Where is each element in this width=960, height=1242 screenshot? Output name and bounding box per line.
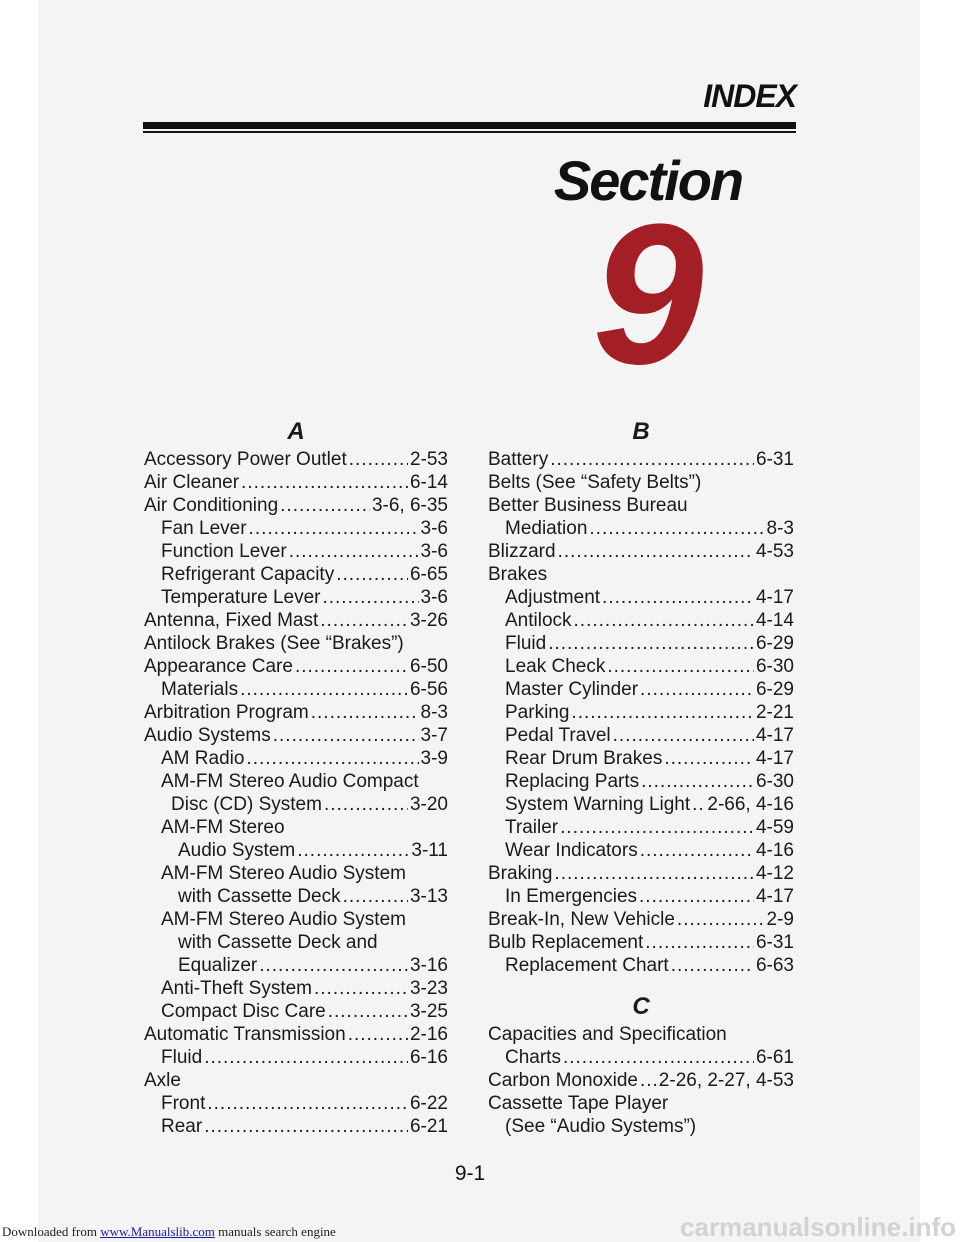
site-watermark: carmanualsonline.info xyxy=(680,1212,956,1242)
index-entry xyxy=(144,724,448,747)
index-entry-label: Cassette Tape Player xyxy=(488,1093,669,1114)
index-entry xyxy=(488,540,794,563)
dot-leader xyxy=(560,816,754,839)
index-entry xyxy=(488,609,794,632)
index-entry-page-ref: 3-9 xyxy=(420,748,448,769)
dot-leader xyxy=(349,448,408,471)
index-entry-page-ref: 2-26, 2-27, 4-53 xyxy=(658,1070,794,1091)
index-entry xyxy=(488,586,794,609)
index-entry-topic: Carbon Monoxide xyxy=(488,1070,638,1091)
index-entry-label: AM-FM Stereo xyxy=(161,817,285,838)
index-entry xyxy=(144,609,448,632)
index-entry xyxy=(488,931,794,954)
section-number: 9 xyxy=(592,183,704,406)
index-entry-label: (See “Audio Systems”) xyxy=(505,1116,697,1137)
index-entry xyxy=(144,655,448,678)
dot-leader xyxy=(273,724,419,747)
index-entry-topic: Front xyxy=(161,1093,206,1114)
index-entry-page-ref: 3-7 xyxy=(420,725,448,746)
index-entry-page-ref: 6-21 xyxy=(409,1116,448,1137)
index-entry-page-ref: 4-17 xyxy=(755,886,794,907)
index-entry-label: Antilock Brakes (See “Brakes”) xyxy=(144,633,404,654)
dot-leader xyxy=(280,494,370,517)
index-entry xyxy=(488,839,794,862)
index-entry-page-ref: 3-25 xyxy=(409,1001,448,1022)
index-entry-topic: Fan Lever xyxy=(161,518,247,539)
index-entry-topic: Function Lever xyxy=(161,541,287,562)
index-entry-page-ref: 4-12 xyxy=(755,863,794,884)
dot-leader xyxy=(295,655,408,678)
index-entry xyxy=(144,1023,448,1046)
dot-leader xyxy=(602,586,754,609)
index-entry-page-ref: 3-6 xyxy=(420,518,448,539)
index-entry xyxy=(488,1069,794,1092)
index-entry xyxy=(488,885,794,908)
index-entry-page-ref: 3-6, 6-35 xyxy=(371,495,448,516)
index-entry xyxy=(488,747,794,770)
dot-leader xyxy=(246,747,418,770)
index-entry-label: Better Business Bureau xyxy=(488,495,688,516)
dot-leader xyxy=(297,839,409,862)
index-entry-topic: Accessory Power Outlet xyxy=(144,449,347,470)
dot-leader xyxy=(607,655,754,678)
header-rule-thin xyxy=(143,131,796,133)
index-entry-topic: Automatic Transmission xyxy=(144,1024,346,1045)
index-entry-topic: Appearance Care xyxy=(144,656,293,677)
index-entry-topic: Leak Check xyxy=(505,656,606,677)
index-entry-page-ref: 2-16 xyxy=(409,1024,448,1045)
index-entry-topic: Blizzard xyxy=(488,541,556,562)
index-entry-topic: Charts xyxy=(505,1047,561,1068)
index-entry-topic: Braking xyxy=(488,863,553,884)
index-entry-page-ref: 6-31 xyxy=(755,932,794,953)
dot-leader xyxy=(240,678,408,701)
dot-leader xyxy=(204,1115,408,1138)
dot-leader xyxy=(554,862,754,885)
index-entry-topic: In Emergencies xyxy=(505,886,638,907)
index-entry-page-ref: 4-17 xyxy=(755,748,794,769)
index-entry-topic: Trailer xyxy=(505,817,559,838)
index-entry xyxy=(144,471,448,494)
index-entry-page-ref: 6-29 xyxy=(755,679,794,700)
index-entry-page-ref: 3-23 xyxy=(409,978,448,999)
dot-leader xyxy=(548,632,754,655)
index-entry-page-ref: 4-16 xyxy=(755,840,794,861)
index-entry-topic: Compact Disc Care xyxy=(161,1001,326,1022)
index-entry-topic: Replacement Chart xyxy=(505,955,669,976)
dot-leader xyxy=(558,540,754,563)
index-entry-page-ref: 2-21 xyxy=(755,702,794,723)
index-entry xyxy=(144,540,448,563)
dot-leader xyxy=(311,701,419,724)
index-entry xyxy=(144,1092,448,1115)
header-rule-thick xyxy=(143,122,796,129)
dot-leader xyxy=(249,517,419,540)
dot-leader xyxy=(336,563,408,586)
index-entry-page-ref: 3-13 xyxy=(409,886,448,907)
index-entry-topic: Mediation xyxy=(505,518,588,539)
index-entry-page-ref: 4-59 xyxy=(755,817,794,838)
index-entry-page-ref: 6-61 xyxy=(755,1047,794,1068)
index-entry-page-ref: 4-53 xyxy=(755,541,794,562)
index-entry-topic: Anti-Theft System xyxy=(161,978,312,999)
index-entry-page-ref: 6-29 xyxy=(755,633,794,654)
index-entry-label: Belts (See “Safety Belts”) xyxy=(488,472,702,493)
dot-leader xyxy=(343,885,408,908)
dot-leader xyxy=(589,517,764,540)
index-entry-page-ref: 3-16 xyxy=(409,955,448,976)
index-entry-label: with Cassette Deck and xyxy=(178,932,378,953)
index-entry xyxy=(488,448,794,471)
index-entry xyxy=(144,1115,448,1138)
dot-leader xyxy=(259,954,408,977)
dot-leader xyxy=(241,471,408,494)
index-entry-topic: Battery xyxy=(488,449,549,470)
index-entry xyxy=(488,770,794,793)
index-entry-topic: Rear xyxy=(161,1116,203,1137)
index-entry-page-ref: 6-30 xyxy=(755,656,794,677)
index-entry-page-ref: 3-6 xyxy=(420,541,448,562)
index-entry-label: AM-FM Stereo Audio System xyxy=(161,909,406,930)
index-entry-page-ref: 6-14 xyxy=(409,472,448,493)
dot-leader xyxy=(314,977,408,1000)
index-entry xyxy=(144,494,448,517)
index-entry-page-ref: 3-11 xyxy=(411,840,448,861)
index-entry-topic: Audio System xyxy=(178,840,296,861)
index-entry xyxy=(144,885,448,908)
index-entry xyxy=(144,1000,448,1023)
index-entry-page-ref: 6-63 xyxy=(755,955,794,976)
index-title: INDEX xyxy=(703,78,796,114)
index-entry xyxy=(488,701,794,724)
dot-leader xyxy=(641,770,754,793)
index-entry xyxy=(144,517,448,540)
index-entry-topic: Temperature Lever xyxy=(161,587,321,608)
index-entry xyxy=(144,1046,448,1069)
index-entry-topic: Parking xyxy=(505,702,570,723)
dot-leader xyxy=(289,540,419,563)
index-entry xyxy=(144,793,448,816)
index-entry-page-ref: 4-17 xyxy=(755,587,794,608)
index-entry-page-ref: 3-20 xyxy=(409,794,448,815)
index-entry-page-ref: 2-53 xyxy=(409,449,448,470)
dot-leader xyxy=(324,793,408,816)
index-entry xyxy=(144,954,448,977)
index-entry-topic: Master Cylinder xyxy=(505,679,639,700)
index-entry-page-ref: 4-17 xyxy=(755,725,794,746)
index-entry-page-ref: 6-16 xyxy=(409,1047,448,1068)
index-entry-topic: Refrigerant Capacity xyxy=(161,564,335,585)
dot-leader xyxy=(550,448,754,471)
index-entry-label: AM-FM Stereo Audio System xyxy=(161,863,406,884)
index-entry-topic: Fluid xyxy=(161,1047,203,1068)
dot-leader xyxy=(571,701,754,724)
index-entry xyxy=(488,517,794,540)
index-entry xyxy=(144,839,448,862)
index-entry-topic: Antilock xyxy=(505,610,572,631)
index-entry-page-ref: 3-6 xyxy=(420,587,448,608)
index-entry-topic: Bulb Replacement xyxy=(488,932,644,953)
index-entry-page-ref: 6-30 xyxy=(755,771,794,792)
index-entry xyxy=(144,586,448,609)
index-entry xyxy=(488,793,794,816)
index-entry-topic: Disc (CD) System xyxy=(171,794,322,815)
index-entry xyxy=(488,678,794,701)
dot-leader xyxy=(692,793,705,816)
index-entry-topic: Pedal Travel xyxy=(505,725,611,746)
index-entry-topic: Arbitration Program xyxy=(144,702,309,723)
index-entry xyxy=(488,724,794,747)
index-entry-page-ref: 8-3 xyxy=(766,518,794,539)
index-entry xyxy=(488,908,794,931)
index-entry xyxy=(488,816,794,839)
index-entry-page-ref: 6-22 xyxy=(409,1093,448,1114)
download-banner xyxy=(2,1224,336,1240)
index-entry-topic: Wear Indicators xyxy=(505,840,638,861)
dot-leader xyxy=(348,1023,408,1046)
dot-leader xyxy=(664,747,754,770)
index-column-left xyxy=(144,416,448,1138)
index-entry-topic: Adjustment xyxy=(505,587,601,608)
index-entry xyxy=(144,747,448,770)
index-entry-page-ref: 2-9 xyxy=(766,909,794,930)
index-entry-topic: with Cassette Deck xyxy=(178,886,341,907)
index-entry-page-ref: 6-65 xyxy=(409,564,448,585)
index-entry-topic: Air Cleaner xyxy=(144,472,240,493)
dot-leader xyxy=(204,1046,408,1069)
dot-leader xyxy=(640,678,754,701)
index-letter-heading: B xyxy=(632,418,650,445)
index-entry xyxy=(488,655,794,678)
dot-leader xyxy=(613,724,754,747)
index-entry-topic: Antenna, Fixed Mast xyxy=(144,610,319,631)
dot-leader xyxy=(574,609,754,632)
index-entry xyxy=(488,632,794,655)
index-entry xyxy=(144,563,448,586)
index-entry-page-ref: 6-56 xyxy=(409,679,448,700)
dot-leader xyxy=(671,954,754,977)
index-entry xyxy=(488,1046,794,1069)
index-entry-topic: Air Conditioning xyxy=(144,495,279,516)
index-entry-topic: Break-In, New Vehicle xyxy=(488,909,675,930)
dot-leader xyxy=(207,1092,408,1115)
dot-leader xyxy=(639,885,754,908)
dot-leader xyxy=(320,609,408,632)
index-entry xyxy=(144,448,448,471)
dot-leader xyxy=(640,1069,657,1092)
index-entry-page-ref: 3-26 xyxy=(409,610,448,631)
dot-leader xyxy=(677,908,765,931)
index-entry-page-ref: 4-14 xyxy=(755,610,794,631)
index-column-right xyxy=(488,416,794,1138)
index-entry xyxy=(144,678,448,701)
index-entry-label: Brakes xyxy=(488,564,548,585)
index-entry-topic: Replacing Parts xyxy=(505,771,640,792)
index-entry-topic: Fluid xyxy=(505,633,547,654)
index-entry-label: AM-FM Stereo Audio Compact xyxy=(161,771,419,792)
index-entry xyxy=(488,954,794,977)
index-entry-page-ref: 6-31 xyxy=(755,449,794,470)
index-letter-heading: C xyxy=(632,993,650,1020)
banner-prefix: Downloaded from xyxy=(2,1224,101,1239)
index-entry-topic: AM Radio xyxy=(161,748,245,769)
page-number: 9-1 xyxy=(454,1162,486,1185)
index-entry-topic: Rear Drum Brakes xyxy=(505,748,663,769)
banner-suffix: manuals search engine xyxy=(214,1224,336,1239)
index-entry xyxy=(488,862,794,885)
index-entry-label: Capacities and Specification xyxy=(488,1024,727,1045)
dot-leader xyxy=(563,1046,754,1069)
dot-leader xyxy=(645,931,754,954)
dot-leader xyxy=(322,586,418,609)
index-entry-page-ref: 8-3 xyxy=(420,702,448,723)
dot-leader xyxy=(640,839,754,862)
index-entry-topic: Equalizer xyxy=(178,955,258,976)
index-entry xyxy=(144,977,448,1000)
dot-leader xyxy=(328,1000,408,1023)
manualslib-link[interactable]: www.Manualslib.com xyxy=(100,1224,215,1239)
index-letter-heading: A xyxy=(287,418,305,445)
index-entry-topic: Materials xyxy=(161,679,239,700)
index-entry-page-ref: 2-66, 4-16 xyxy=(707,794,794,815)
section-heading: Section xyxy=(553,149,743,212)
index-entry-label: Axle xyxy=(144,1070,181,1091)
index-entry-topic: System Warning Light xyxy=(505,794,691,815)
index-entry-page-ref: 6-50 xyxy=(409,656,448,677)
index-entry xyxy=(144,701,448,724)
index-entry-topic: Audio Systems xyxy=(144,725,271,746)
